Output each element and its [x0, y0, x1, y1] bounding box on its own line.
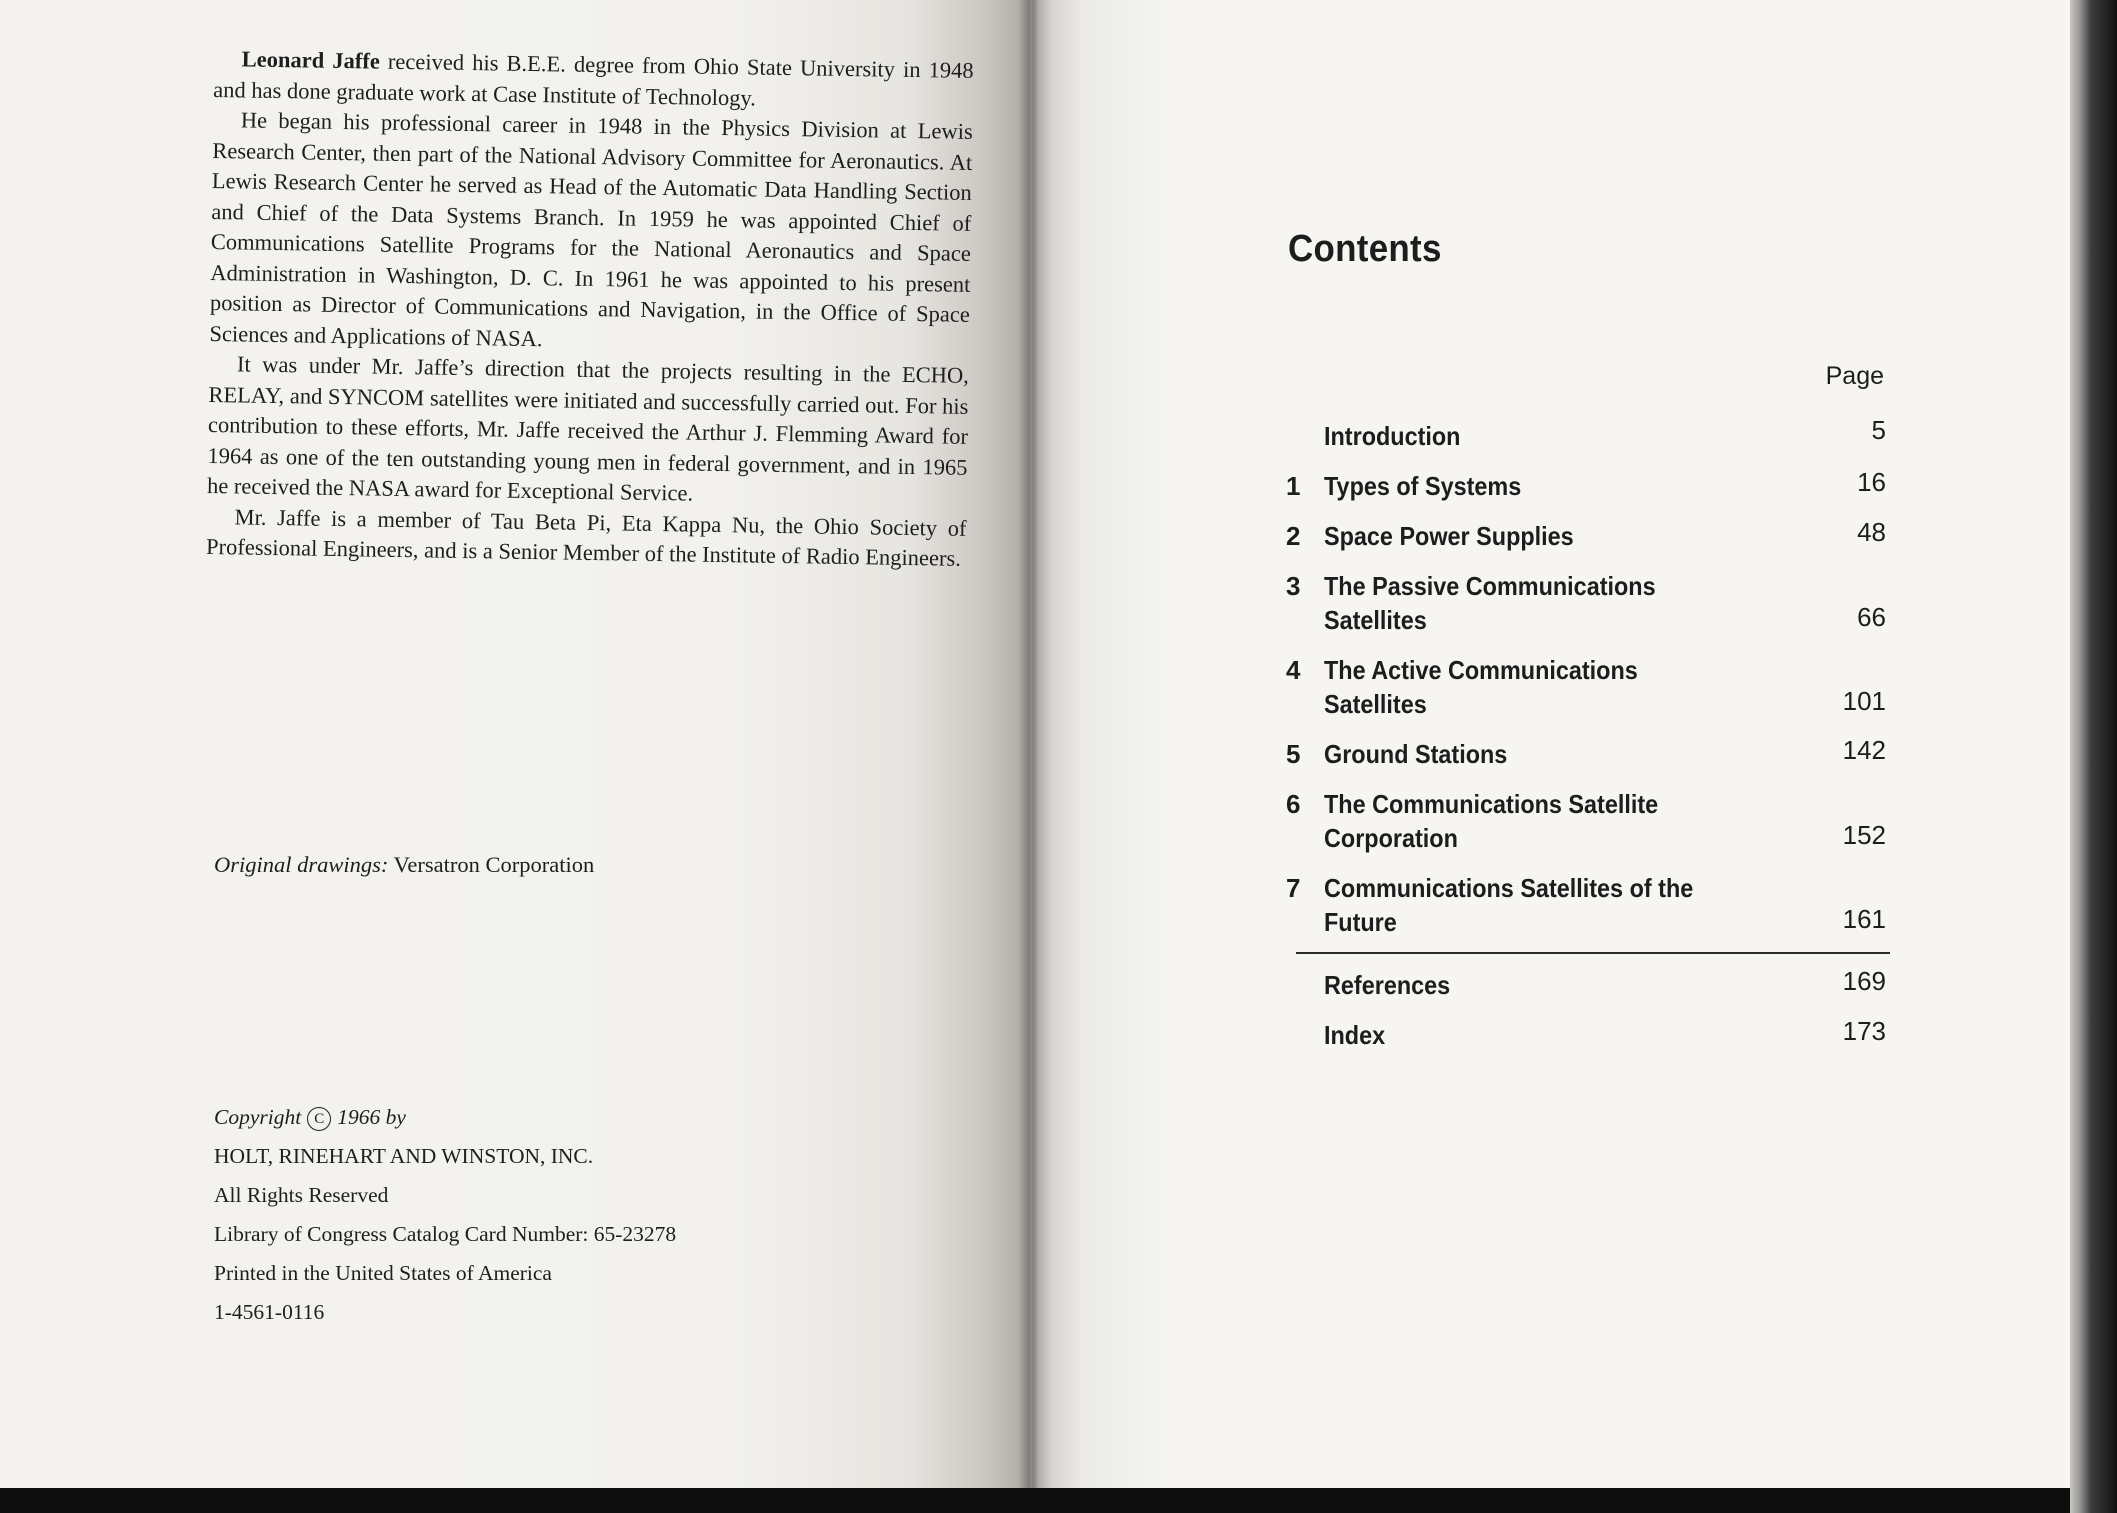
- toc-entry-title: The Communications Satellite Corporation: [1324, 789, 1659, 853]
- toc-entry-title: The Passive Communications Satellites: [1324, 571, 1656, 635]
- rights-line: All Rights Reserved: [214, 1183, 389, 1207]
- isbn-code: 1-4561-0116: [214, 1300, 325, 1324]
- toc-entry-page: 5: [1871, 415, 1886, 445]
- toc-entry: [1286, 1018, 1886, 1052]
- toc-entry-page: 48: [1857, 517, 1886, 547]
- toc-entry-title: Ground Stations: [1324, 739, 1508, 769]
- toc-entry-number: 7: [1286, 873, 1301, 903]
- toc-entry-page: 142: [1842, 735, 1886, 765]
- toc-divider: [1296, 952, 1890, 954]
- toc-entry-page: 16: [1857, 467, 1886, 497]
- toc-entry-title: Communications Satellites of the Future: [1324, 873, 1694, 937]
- toc-entry-page: 173: [1842, 1016, 1886, 1046]
- copyright-symbol-icon: C: [307, 1107, 331, 1131]
- bio-paragraph: Leonard Jaffe received his B.E.E. degree from Ohio State University in 1948 and has done graduate work at Case Institute of Technology.: [213, 46, 974, 111]
- toc-entry-number: 3: [1286, 571, 1301, 601]
- credit-value: Versatron Corporation: [388, 852, 595, 877]
- catalog-number: Library of Congress Catalog Card Number: 65-23278: [214, 1222, 677, 1246]
- page-edge: [2070, 0, 2117, 1513]
- copyright-label: Copyright: [214, 1105, 302, 1129]
- toc-entry-title: References: [1324, 970, 1451, 1000]
- publisher-name: HOLT, RINEHART AND WINSTON, INC.: [214, 1144, 594, 1168]
- bottom-shadow: [0, 1488, 2070, 1513]
- toc-entry-number: 4: [1286, 655, 1301, 685]
- toc-entry-page: 161: [1842, 904, 1886, 934]
- toc-entry-page: 169: [1842, 966, 1886, 996]
- toc-entry: [1286, 968, 1886, 1002]
- author-bio: [206, 44, 974, 574]
- toc-entry-page: 152: [1842, 820, 1886, 850]
- toc-entry-page: 101: [1842, 686, 1886, 716]
- bio-paragraph: Mr. Jaffe is a member of Tau Beta Pi, Eta Kappa Nu, the Ohio Society of Professional Engineers, and is a Senior Member of the Institute of Radio Engineers.: [205, 503, 967, 571]
- toc-entry-title: The Active Communications Satellites: [1324, 655, 1638, 719]
- page-column-header: Page: [1825, 362, 1884, 390]
- toc-entry-number: 5: [1286, 739, 1301, 769]
- toc-entry-title: Types of Systems: [1324, 471, 1522, 501]
- bio-paragraph: He began his professional career in 1948 in the Physics Division at Lewis Research Center, then part of the National Advisory Committee for Aeronautics. At Lewis Research Center he served as Head of the Automatic Data Handling Section and Chief of the Data Systems Branch. In 1959 he was appointed Chief of Communications Satellite Programs for the National Aeronautics and Space Administration in Washington, D. C. In 1961 he was appointed to his present position as Director of Communications and Navigation, in the Office of Space Sciences and Applications of NASA.: [209, 107, 973, 351]
- toc-entry-title: Index: [1324, 1020, 1386, 1050]
- toc-entry: [1286, 871, 1886, 939]
- author-name: Leonard Jaffe: [241, 46, 381, 74]
- toc-entry: [1286, 415, 1886, 453]
- drawings-credit: [214, 852, 594, 878]
- contents-title: Contents: [1288, 228, 1442, 270]
- toc-entry: [1286, 569, 1886, 637]
- copyright-year: 1966 by: [337, 1105, 406, 1129]
- toc-entry-number: 6: [1286, 789, 1301, 819]
- credit-label: Original drawings:: [214, 852, 389, 877]
- toc-entry-title: Space Power Supplies: [1324, 521, 1574, 551]
- toc-entry: [1286, 519, 1886, 553]
- copyright-block: [214, 1098, 676, 1332]
- bio-paragraph: It was under Mr. Jaffe’s direction that the projects resulting in the ECHO, RELAY, and SYNCOM satellites were initiated and successfully carried out. For his contribution to these efforts, Mr. Jaffe received the Arthur J. Flemming Award for 1964 as one of the ten outstanding young men in federal government, and in 1965 he received the NASA award for Exceptional Service.: [206, 351, 970, 506]
- toc-entry-number: 2: [1286, 521, 1301, 551]
- toc-entry-number: 1: [1286, 471, 1301, 501]
- book-gutter: [1018, 0, 1052, 1495]
- printed-in: Printed in the United States of America: [214, 1261, 552, 1285]
- toc-entry-title: Introduction: [1324, 421, 1461, 451]
- toc-entry: [1286, 469, 1886, 503]
- toc-entry: [1286, 737, 1886, 771]
- copyright-line: [214, 1098, 676, 1137]
- toc-entry: [1286, 787, 1886, 855]
- toc-entry: [1286, 653, 1886, 721]
- toc-entry-page: 66: [1857, 602, 1886, 632]
